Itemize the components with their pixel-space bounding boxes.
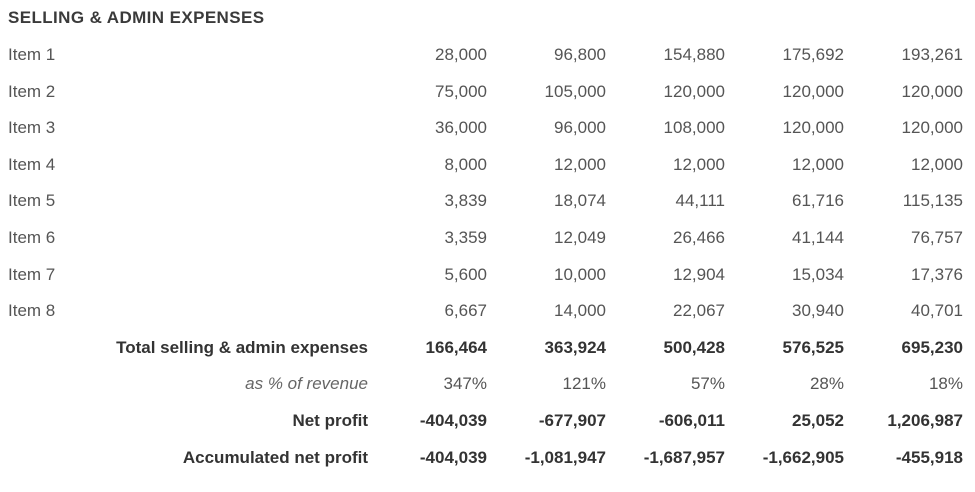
table-row	[0, 220, 975, 257]
cell-value: 17,376	[911, 264, 963, 284]
total-value: 166,464	[425, 337, 487, 357]
accumulated-value: -1,687,957	[643, 447, 725, 467]
cell-value: 120,000	[663, 81, 725, 101]
cell-value: 108,000	[663, 118, 725, 138]
pct-value: 57%	[690, 374, 725, 394]
accumulated-label: Accumulated net profit	[182, 447, 368, 467]
net-profit-value: 1,206,987	[887, 410, 963, 430]
cell-value: 12,000	[554, 154, 606, 174]
table-row	[0, 110, 975, 147]
table-row	[0, 147, 975, 184]
cell-value: 30,940	[792, 301, 844, 321]
row-label: Item 6	[8, 227, 56, 247]
table-row	[0, 37, 975, 74]
total-value: 576,525	[782, 337, 844, 357]
table-row	[0, 183, 975, 220]
row-label: Item 2	[8, 81, 56, 101]
row-label: Item 8	[8, 301, 56, 321]
cell-value: 105,000	[544, 81, 606, 101]
net-profit-row	[0, 403, 975, 440]
pct-revenue-row	[0, 366, 975, 403]
net-profit-value: -404,039	[419, 410, 487, 430]
total-row	[0, 330, 975, 367]
cell-value: 10,000	[554, 264, 606, 284]
cell-value: 120,000	[901, 118, 963, 138]
cell-value: 96,800	[554, 45, 606, 64]
cell-value: 18,074	[554, 191, 606, 211]
cell-value: 3,839	[444, 191, 487, 211]
cell-value: 36,000	[435, 118, 487, 138]
section-title: SELLING & ADMIN EXPENSES	[8, 8, 265, 27]
accumulated-value: -404,039	[419, 447, 487, 467]
cell-value: 12,000	[673, 154, 725, 174]
cell-value: 12,904	[673, 264, 725, 284]
pct-revenue-label: as % of revenue	[245, 374, 368, 394]
cell-value: 15,034	[792, 264, 844, 284]
cell-value: 26,466	[673, 227, 725, 247]
cell-value: 75,000	[435, 81, 487, 101]
cell-value: 41,144	[792, 227, 844, 247]
cell-value: 120,000	[901, 81, 963, 101]
cell-value: 40,701	[911, 301, 963, 321]
pct-value: 347%	[443, 374, 487, 394]
cell-value: 14,000	[554, 301, 606, 321]
net-profit-value: -677,907	[538, 410, 606, 430]
accumulated-value: -1,662,905	[762, 447, 844, 467]
cell-value: 22,067	[673, 301, 725, 321]
cell-value: 12,049	[554, 227, 606, 247]
total-value: 363,924	[544, 337, 606, 357]
row-label: Item 5	[8, 191, 56, 211]
row-label: Item 3	[8, 118, 56, 138]
row-label: Item 4	[8, 154, 56, 174]
cell-value: 28,000	[435, 45, 487, 64]
total-value: 500,428	[663, 337, 725, 357]
cell-value: 44,111	[675, 191, 725, 211]
cell-value: 8,000	[444, 154, 487, 174]
pct-value: 18%	[928, 374, 963, 394]
cell-value: 12,000	[792, 154, 844, 174]
row-label: Item 7	[8, 264, 56, 284]
cell-value: 120,000	[782, 118, 844, 138]
cell-value: 175,692	[782, 45, 844, 64]
table-row	[0, 74, 975, 111]
cell-value: 120,000	[782, 81, 844, 101]
table-row	[0, 293, 975, 330]
total-label: Total selling & admin expenses	[116, 337, 368, 357]
expenses-table	[0, 37, 975, 476]
cell-value: 5,600	[444, 264, 487, 284]
cell-value: 76,757	[911, 227, 963, 247]
total-value: 695,230	[901, 337, 963, 357]
pct-value: 121%	[562, 374, 606, 394]
accumulated-value: -1,081,947	[524, 447, 606, 467]
net-profit-value: -606,011	[658, 410, 725, 430]
table-row	[0, 257, 975, 294]
pct-value: 28%	[809, 374, 844, 394]
cell-value: 193,261	[901, 45, 963, 64]
accumulated-value: -455,918	[895, 447, 963, 467]
accumulated-net-profit-row	[0, 440, 975, 477]
cell-value: 3,359	[444, 227, 487, 247]
cell-value: 154,880	[663, 45, 725, 64]
row-label: Item 1	[8, 45, 56, 64]
cell-value: 96,000	[554, 118, 606, 138]
cell-value: 6,667	[444, 301, 487, 321]
cell-value: 12,000	[911, 154, 963, 174]
net-profit-value: 25,052	[792, 410, 844, 430]
net-profit-label: Net profit	[292, 410, 368, 430]
cell-value: 61,716	[792, 191, 844, 211]
cell-value: 115,135	[902, 191, 963, 211]
